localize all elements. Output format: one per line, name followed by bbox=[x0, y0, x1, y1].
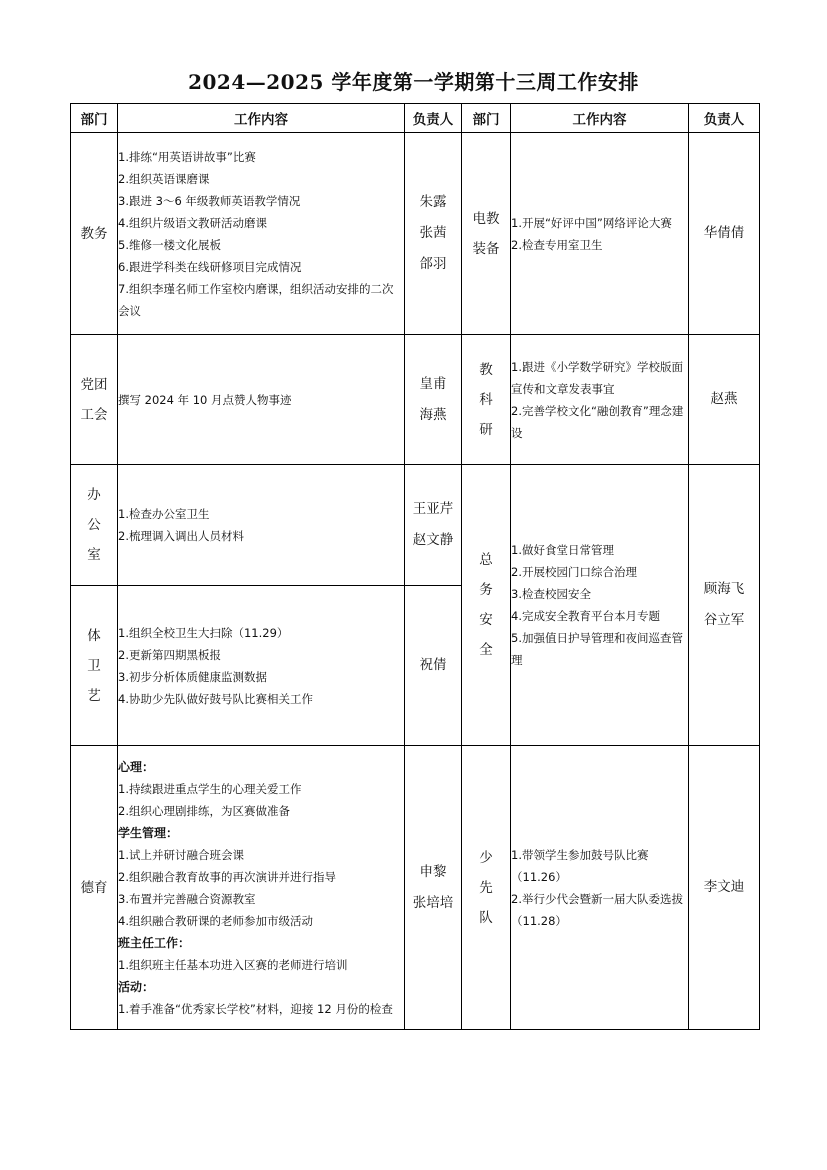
dept-jiaowu: 教务 bbox=[71, 133, 118, 335]
dept-label: 室 bbox=[87, 547, 101, 563]
list-item: 5.加强值日护导管理和夜间巡查管理 bbox=[511, 631, 683, 667]
person-name: 海燕 bbox=[419, 406, 447, 423]
list-item: 2.组织心理剧排练，为区赛做准备 bbox=[118, 803, 290, 818]
content-dangtuan bbox=[118, 335, 405, 465]
dept-label: 办 bbox=[87, 487, 101, 503]
content-zongwu bbox=[511, 465, 689, 746]
list-item: 6.跟进学科类在线研修项目完成情况 bbox=[118, 259, 302, 274]
content-bangongshi bbox=[118, 465, 405, 586]
list-item: 1.组织全校卫生大扫除（11.29） bbox=[118, 625, 289, 640]
person-name: 张茜 bbox=[419, 225, 447, 241]
dept-bangongshi bbox=[71, 465, 118, 586]
page-title: 2024—2025 学年度第一学期第十三周工作安排 bbox=[188, 70, 639, 94]
list-item: 2.完善学校文化“融创教育”理念建设 bbox=[511, 403, 684, 440]
list-item: 1.做好食堂日常管理 bbox=[511, 543, 614, 557]
list-item: 3.布置并完善融合资源教室 bbox=[118, 891, 256, 906]
dept-label: 科 bbox=[479, 391, 493, 408]
dept-label: 教 bbox=[479, 361, 493, 378]
person-name: 申黎 bbox=[419, 863, 447, 880]
section-heading: 活动： bbox=[118, 979, 155, 994]
dept-dangtuan bbox=[71, 335, 118, 465]
list-item: 3.跟进 3～6 年级教师英语教学情况 bbox=[118, 193, 301, 208]
dept-shaoxiandui bbox=[462, 746, 511, 1030]
dept-label: 体 bbox=[87, 627, 101, 644]
dept-label: 工会 bbox=[80, 406, 108, 423]
person-name: 谷立军 bbox=[703, 612, 745, 628]
header-dept-2: 部门 bbox=[462, 104, 511, 133]
person-name: 朱露 bbox=[419, 194, 447, 210]
dept-label: 总 bbox=[479, 552, 493, 568]
person-name: 赵文静 bbox=[412, 532, 454, 548]
table-row bbox=[71, 465, 760, 586]
dept-tiweiyi bbox=[71, 586, 118, 746]
header-person-2: 负责人 bbox=[689, 104, 760, 133]
dept-dianjiao bbox=[462, 133, 511, 335]
list-item: 1.着手准备“优秀家长学校”材料，迎接 12 月份的检查 bbox=[118, 1001, 393, 1016]
dept-label: 务 bbox=[479, 582, 493, 598]
content-jiaowu bbox=[118, 133, 405, 335]
list-item: 1.带领学生参加鼓号队比赛（11.26） bbox=[511, 847, 649, 884]
table-row bbox=[71, 335, 760, 465]
dept-label: 装备 bbox=[472, 240, 500, 257]
dept-label: 安 bbox=[479, 612, 493, 628]
list-item: 4.完成安全教育平台本月专题 bbox=[511, 609, 660, 623]
list-item: 1.持续跟进重点学生的心理关爱工作 bbox=[118, 781, 302, 796]
person-zongwu bbox=[689, 465, 760, 746]
person-jiaowu bbox=[405, 133, 462, 335]
content-jiaokeyan bbox=[511, 335, 689, 465]
list-item: 4.组织片级语文教研活动磨课 bbox=[118, 215, 267, 230]
list-item: 2.更新第四期黑板报 bbox=[118, 647, 221, 662]
person-name: 王亚芹 bbox=[412, 501, 454, 517]
header-content-2: 工作内容 bbox=[511, 104, 689, 133]
list-item: 4.组织融合教研课的老师参加市级活动 bbox=[118, 913, 313, 928]
person-name: 张培培 bbox=[412, 894, 454, 911]
section-heading: 学生管理： bbox=[118, 825, 179, 840]
header-row bbox=[71, 104, 760, 133]
dept-label: 党团 bbox=[80, 376, 108, 393]
dept-label: 电教 bbox=[472, 210, 500, 227]
person-tiweiyi: 祝倩 bbox=[405, 586, 462, 746]
dept-label: 队 bbox=[479, 909, 493, 926]
list-item: 1.组织班主任基本功进入区赛的老师进行培训 bbox=[118, 957, 348, 972]
list-item: 3.检查校园安全 bbox=[511, 587, 591, 601]
list-item: 撰写 2024 年 10 月点赞人物事迹 bbox=[118, 392, 292, 407]
list-item: 1.试上并研讨融合班会课 bbox=[118, 847, 244, 862]
content-shaoxiandui bbox=[511, 746, 689, 1030]
dept-label: 公 bbox=[87, 517, 101, 533]
person-name: 郃羽 bbox=[419, 256, 447, 272]
dept-jiaokeyan bbox=[462, 335, 511, 465]
header-person: 负责人 bbox=[405, 104, 462, 133]
list-item: 2.检查专用室卫生 bbox=[511, 237, 603, 252]
list-item: 2.举行少代会暨新一届大队委选拔（11.28） bbox=[511, 891, 683, 928]
person-name: 皇甫 bbox=[419, 375, 447, 392]
list-item: 2.梳理调入调出人员材料 bbox=[118, 529, 244, 543]
person-name: 顾海飞 bbox=[703, 581, 745, 597]
dept-label: 研 bbox=[479, 421, 493, 438]
list-item: 4.协助少先队做好鼓号队比赛相关工作 bbox=[118, 691, 313, 706]
content-dianjiao bbox=[511, 133, 689, 335]
list-item: 1.跟进《小学数学研究》学校版面宣传和文章发表事宜 bbox=[511, 359, 683, 396]
person-bangongshi bbox=[405, 465, 462, 586]
dept-label: 少 bbox=[479, 849, 493, 866]
dept-deyu: 德育 bbox=[71, 746, 118, 1030]
dept-label: 先 bbox=[479, 879, 493, 896]
list-item: 1.排练“用英语讲故事”比赛 bbox=[118, 149, 256, 164]
list-item: 1.开展“好评中国”网络评论大赛 bbox=[511, 215, 672, 230]
table-row bbox=[71, 133, 760, 335]
dept-zongwu bbox=[462, 465, 511, 746]
list-item: 2.组织英语课磨课 bbox=[118, 171, 210, 186]
header-dept: 部门 bbox=[71, 104, 118, 133]
header-content: 工作内容 bbox=[118, 104, 405, 133]
schedule-table bbox=[70, 103, 760, 1030]
person-dianjiao: 华倩倩 bbox=[689, 133, 760, 335]
person-shaoxiandui: 李文迪 bbox=[689, 746, 760, 1030]
list-item: 2.组织融合教育故事的再次演讲并进行指导 bbox=[118, 869, 336, 884]
person-jiaokeyan: 赵燕 bbox=[689, 335, 760, 465]
section-heading: 心理： bbox=[118, 759, 155, 774]
list-item: 1.检查办公室卫生 bbox=[118, 507, 210, 521]
dept-label: 卫 bbox=[87, 657, 101, 674]
list-item: 2.开展校园门口综合治理 bbox=[511, 565, 637, 579]
person-deyu bbox=[405, 746, 462, 1030]
list-item: 7.组织李瑾名师工作室校内磨课，组织活动安排的二次会议 bbox=[118, 281, 394, 318]
person-dangtuan bbox=[405, 335, 462, 465]
list-item: 5.维修一楼文化展板 bbox=[118, 237, 221, 252]
content-tiweiyi bbox=[118, 586, 405, 746]
content-deyu bbox=[118, 746, 405, 1030]
section-heading: 班主任工作： bbox=[118, 935, 191, 950]
table-row bbox=[71, 746, 760, 1030]
list-item: 3.初步分析体质健康监测数据 bbox=[118, 669, 267, 684]
dept-label: 全 bbox=[479, 642, 493, 658]
dept-label: 艺 bbox=[87, 687, 101, 704]
